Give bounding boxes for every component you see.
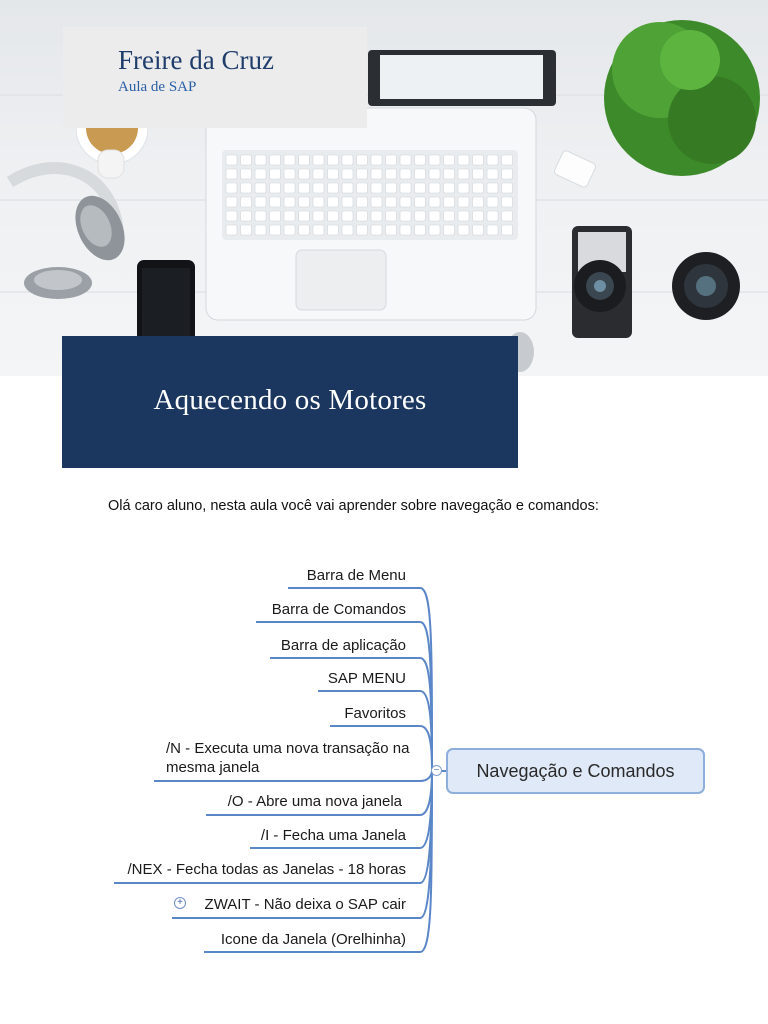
keyboard-key [458,169,469,179]
document-title: Freire da Cruz [118,45,274,75]
keyboard-key [255,225,266,235]
keyboard-key [241,225,252,235]
keyboard-key [313,211,324,221]
keyboard-key [415,183,426,193]
keyboard-key [458,225,469,235]
keyboard-key [241,211,252,221]
keyboard-key [328,211,339,221]
branch-barra-de-comandos: Barra de Comandos [271,601,406,618]
keyboard-key [342,197,353,207]
keyboard-key [502,197,513,207]
mind-map [0,540,768,960]
keyboard-key [357,183,368,193]
keyboard-key [415,169,426,179]
keyboard-key [400,155,411,165]
section-banner [62,336,518,468]
document-subtitle: Aula de SAP [118,79,197,95]
keyboard-key [255,183,266,193]
central-topic-label: Navegação e Comandos [476,760,675,781]
keyboard-key [299,183,310,193]
keyboard-key [444,169,455,179]
keyboard-key [313,169,324,179]
keyboard-key [429,211,440,221]
keyboard-key [342,183,353,193]
keyboard-key [255,211,266,221]
keyboard-key [458,197,469,207]
keyboard-key [371,155,382,165]
keyboard-key [255,169,266,179]
keyboard-key [487,211,498,221]
keyboard-key [328,197,339,207]
keyboard-key [386,169,397,179]
keyboard-key [299,197,310,207]
keyboard-key [415,155,426,165]
intro-paragraph: Olá caro aluno, nesta aula você vai aprender sobre navegação e comandos: [108,498,599,514]
keyboard-key [415,225,426,235]
keyboard-key [328,169,339,179]
keyboard-key [400,183,411,193]
keyboard-key [342,169,353,179]
keyboard-key [458,183,469,193]
branch-barra-de-aplicacao: Barra de aplicação [280,637,406,654]
headphones [10,168,134,299]
keyboard-key [473,183,484,193]
keyboard-key [357,197,368,207]
keyboard-key [371,183,382,193]
keyboard-key [226,211,237,221]
keyboard-key [429,197,440,207]
keyboard-key [328,225,339,235]
keyboard-key [270,169,281,179]
keyboard-key [502,155,513,165]
keyboard-key [444,155,455,165]
keyboard-key [473,211,484,221]
keyboard-key [429,155,440,165]
keyboard-key [429,225,440,235]
keyboard-key [371,169,382,179]
keyboard-key [429,183,440,193]
keyboard-key [270,225,281,235]
branch-barra-de-menu: Barra de Menu [306,567,406,584]
keyboard-key [284,211,295,221]
section-title: Aquecendo os Motores [153,384,427,416]
title-card [63,27,367,128]
keyboard-key [444,211,455,221]
keyboard-key [487,197,498,207]
keyboard-key [241,197,252,207]
keyboard-key [415,211,426,221]
keyboard-key [313,225,324,235]
camera-lens [672,252,740,320]
keyboard-key [284,197,295,207]
laptop-screen [368,50,556,106]
keyboard-key [473,197,484,207]
keyboard-key [241,155,252,165]
keyboard-key [371,197,382,207]
keyboard-key [226,183,237,193]
keyboard-key [371,211,382,221]
keyboard-key [473,169,484,179]
keyboard-key [400,169,411,179]
keyboard-key [357,225,368,235]
keyboard-key [400,225,411,235]
keyboard-key [241,183,252,193]
keyboard-key [502,211,513,221]
keyboard-key [299,155,310,165]
keyboard-key [226,197,237,207]
potted-plant [604,20,760,176]
keyboard-key [226,155,237,165]
keyboard-key [502,225,513,235]
branch-zwait: ZWAIT - Não deixa o SAP cair [204,896,406,913]
keyboard-key [415,197,426,207]
keyboard-key [487,183,498,193]
keyboard-key [487,225,498,235]
plus-circle-icon[interactable]: + [174,897,186,909]
keyboard-key [458,211,469,221]
keyboard-key [386,197,397,207]
keyboard-key [357,169,368,179]
keyboard-key [284,225,295,235]
keyboard-key [255,197,266,207]
branch-comando-i: /I - Fecha uma Janela [260,827,406,844]
keyboard-key [386,211,397,221]
keyboard-key [299,225,310,235]
keyboard-key [270,211,281,221]
keyboard-key [502,183,513,193]
keyboard-key [429,169,440,179]
keyboard-key [313,155,324,165]
keyboard-key [313,183,324,193]
camera [572,226,632,338]
keyboard-key [444,183,455,193]
keyboard-key [400,211,411,221]
keyboard-key [299,169,310,179]
keyboard-key [357,155,368,165]
keyboard-key [473,155,484,165]
keyboard-key [328,155,339,165]
keyboard-key [342,211,353,221]
branch-sap-menu: SAP MENU [327,670,406,687]
keyboard-key [299,211,310,221]
keyboard-key [342,155,353,165]
branch-comando-n: /N - Executa uma nova transação na mesma janela [166,740,410,776]
central-topic-node[interactable] [446,748,705,794]
minus-circle-icon[interactable]: − [431,765,442,776]
branch-icone-da-janela: Icone da Janela (Orelhinha) [220,931,406,948]
keyboard-key [226,225,237,235]
keyboard-key [502,169,513,179]
keyboard-key [284,155,295,165]
keyboard-key [270,197,281,207]
branch-comando-o: /O - Abre uma nova janela [227,793,402,810]
keyboard-key [487,169,498,179]
keyboard-key [284,169,295,179]
keyboard-key [371,225,382,235]
keyboard-key [284,183,295,193]
keyboard-key [386,225,397,235]
branch-comando-nex: /NEX - Fecha todas as Janelas - 18 horas [127,861,406,878]
keyboard-key [487,155,498,165]
keyboard-key [313,197,324,207]
keyboard-key [241,169,252,179]
keyboard-key [328,183,339,193]
branch-favoritos: Favoritos [344,705,406,722]
keyboard-key [226,169,237,179]
keyboard-key [400,197,411,207]
keyboard-key [444,197,455,207]
keyboard-key [270,155,281,165]
keyboard-key [255,155,266,165]
keyboard-key [444,225,455,235]
laptop-keyboard [206,108,536,320]
keyboard-key [357,211,368,221]
keyboard-key [458,155,469,165]
keyboard-key [270,183,281,193]
keyboard-key [473,225,484,235]
keyboard-key [386,155,397,165]
keyboard-key [386,183,397,193]
keyboard-key [342,225,353,235]
